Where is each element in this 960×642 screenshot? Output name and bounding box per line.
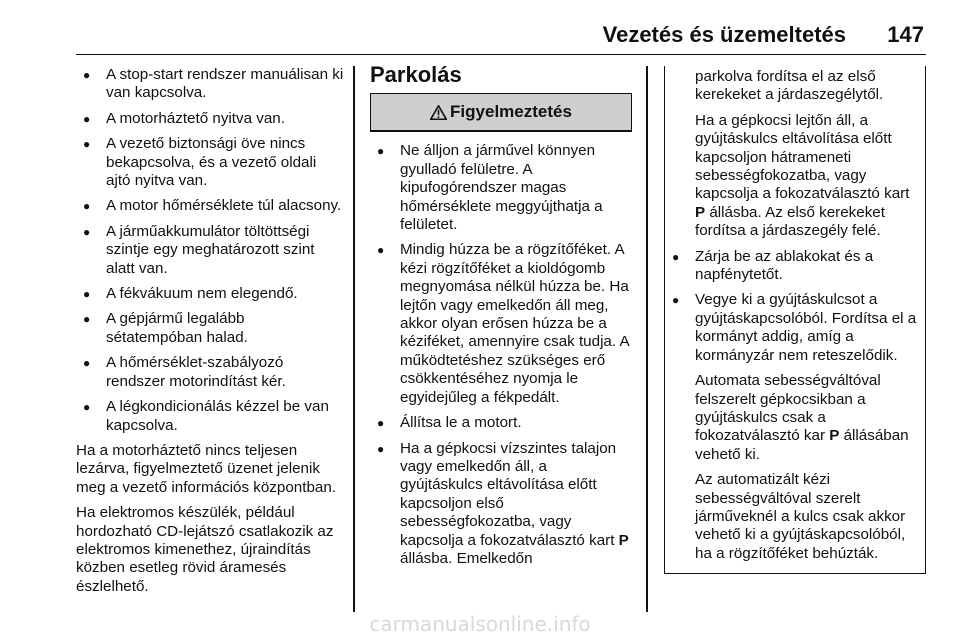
page-number: 147 xyxy=(887,22,924,47)
warning-box xyxy=(370,93,632,132)
text-span: állásba. Emelkedőn xyxy=(400,549,533,567)
text-span: állásba. Az első kerekeket fordítsa a járdaszegély felé. xyxy=(695,203,885,240)
gear-p-label: P xyxy=(695,203,706,221)
column-3 xyxy=(664,66,926,574)
page-title: Vezetés és üzemeltetés xyxy=(602,22,846,47)
text-span: Ha a gépkocsi vízszintes talajon vagy emelkedőn áll, a gyújtáskulcs eltávolítása előtt kapcsoljon első sebességfokozatba, vagy kapcsolja a fokozatválasztó kart xyxy=(400,439,619,549)
paragraph xyxy=(665,112,921,241)
text-span: állásában vehető ki. xyxy=(695,427,909,463)
warning-title: Figyelmeztetés xyxy=(450,102,572,122)
list-item: ● A vezető biztonsági öve nincs bekapcsolva, és a vezető oldali ajtó nyitva van. xyxy=(76,135,344,190)
list-item: ● Ne álljon a járművel könnyen gyulladó felületre. A kipufogórendszer magas hőmérséklete meggyújthatja a felületet. xyxy=(370,142,632,234)
list-item: ● Vegye ki a gyújtáskulcsot a gyújtáskapcsolóból. Fordítsa el a kormányt addig, amíg a kormányzár nem reteszelődik. xyxy=(665,291,921,365)
text-span: Automata sebességváltóval felszerelt gépkocsikban a gyújtáskulcs csak a fokozatválasztó kar xyxy=(695,372,881,445)
warning-icon xyxy=(430,105,447,120)
paragraph xyxy=(665,372,921,464)
paragraph: parkolva fordítsa el az első kerekeket a járdaszegélytől. xyxy=(695,68,884,104)
warning-body xyxy=(370,132,632,568)
column-divider-2 xyxy=(646,66,648,612)
list-item: ● Állítsa le a motort. xyxy=(370,414,632,432)
list-item: ● A gépjármű legalább sétatempóban halad. xyxy=(76,310,344,347)
list-item: ● A járműakkumulátor töltöttségi szintje egy meghatározott szint alatt van. xyxy=(76,223,344,278)
list-item: ● A fékvákuum nem elegendő. xyxy=(76,285,344,303)
list-item: ● Zárja be az ablakokat és a napfénytetőt. xyxy=(665,248,921,285)
warning-box-continued xyxy=(664,66,926,574)
text-span: Ha a gépkocsi lejtőn áll, a gyújtáskulcs eltávolítása előtt kapcsoljon hátrameneti sebességfokozatba, vagy kapcsolja a fokozatválasztó kart xyxy=(695,111,910,203)
list-item: ● A légkondicionálás kézzel be van kapcsolva. xyxy=(76,398,344,435)
warning-header xyxy=(371,94,631,131)
column-2 xyxy=(370,62,632,575)
list-item: ● A motorháztető nyitva van. xyxy=(76,110,344,128)
list-item: ● A stop-start rendszer manuálisan ki van kapcsolva. xyxy=(76,66,344,103)
list-item: ● A motor hőmérséklete túl alacsony. xyxy=(76,197,344,215)
paragraph: Ha a motorháztető nincs teljesen lezárva, figyelmeztető üzenet jelenik meg a vezető információs központban. xyxy=(76,441,337,496)
gear-p-label: P xyxy=(618,531,629,549)
list-item xyxy=(370,440,632,569)
list-item: ● A hőmérséklet-szabályozó rendszer motorindítást kér. xyxy=(76,354,344,391)
column-divider-1 xyxy=(353,66,355,612)
paragraph: Ha elektromos készülék, például hordozható CD-lejátszó csatlakozik az elektromos kimenethez, újraindítás közben esetleg rövid áramesés észlelhető. xyxy=(76,504,334,595)
column-1 xyxy=(76,66,344,603)
watermark: carmanualsonline.info xyxy=(369,612,591,636)
gear-p-label: P xyxy=(829,427,840,445)
condition-list xyxy=(76,66,344,435)
page-header xyxy=(76,22,926,55)
section-title: Parkolás xyxy=(370,62,462,87)
list-item: ● Mindig húzza be a rögzítőféket. A kézi rögzítőféket a kioldógomb megnyomása nélkül húzza be. Ha lejtőn vagy emelkedőn áll meg, akkor olyan erősen húzza be a kéziféket, amennyire csak tudja. A működtetéshez szükséges erő csökkentéséhez nyomja le egyidejűleg a fékpedált. xyxy=(370,241,632,407)
paragraph: Az automatizált kézi sebességváltóval szerelt járműveknél a kulcs csak akkor vehető ki a gyújtáskapcsolóból, ha a rögzítőféket behúzták. xyxy=(695,471,906,562)
